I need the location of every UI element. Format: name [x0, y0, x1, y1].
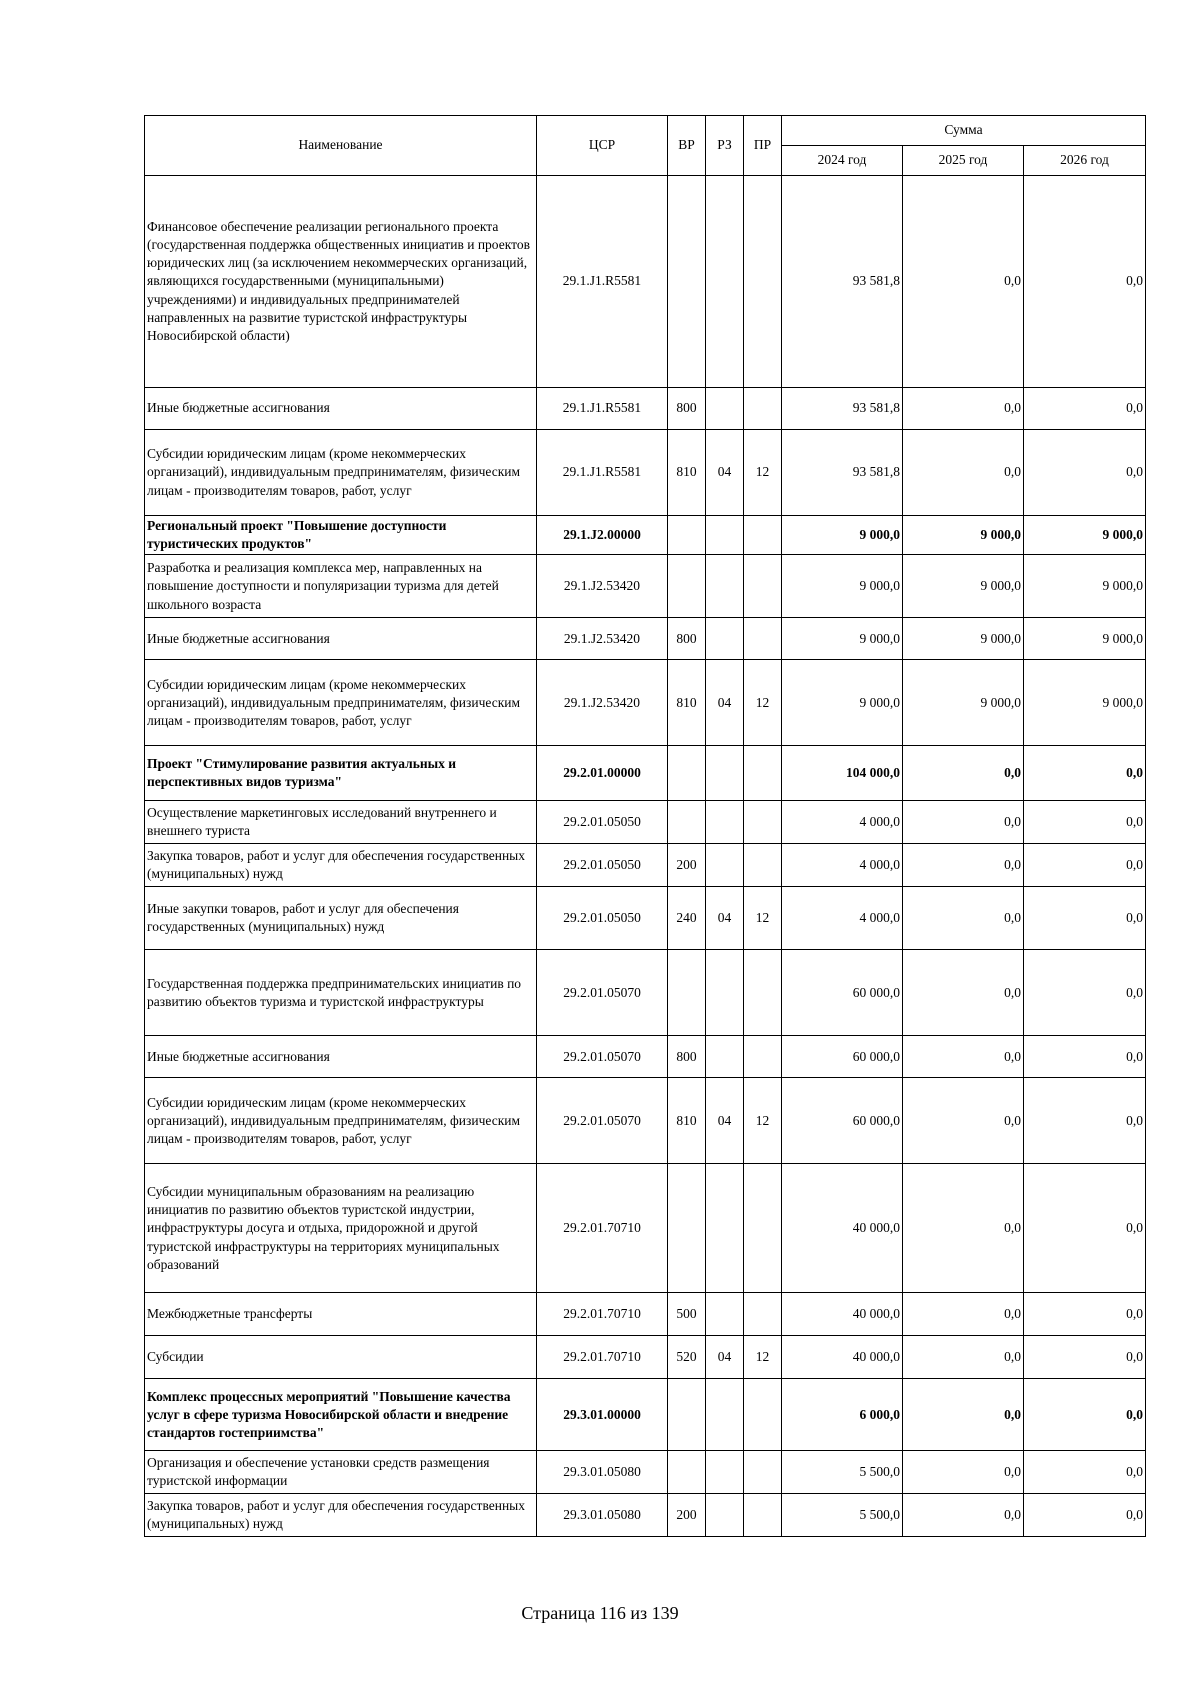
cell-vr	[668, 1379, 706, 1451]
cell-rz: 04	[706, 1078, 744, 1164]
cell-pr	[744, 555, 782, 618]
cell-vr: 810	[668, 430, 706, 516]
table-row	[145, 388, 1146, 430]
cell-csr: 29.3.01.05080	[537, 1451, 668, 1494]
header-vr: ВР	[668, 116, 706, 176]
cell-2025: 9 000,0	[903, 516, 1024, 555]
cell-2024: 93 581,8	[782, 176, 903, 388]
cell-pr: 12	[744, 887, 782, 950]
cell-csr: 29.2.01.70710	[537, 1164, 668, 1293]
cell-2025: 0,0	[903, 746, 1024, 801]
cell-vr	[668, 746, 706, 801]
table-row	[145, 516, 1146, 555]
header-2025: 2025 год	[903, 146, 1024, 176]
cell-csr: 29.2.01.05050	[537, 844, 668, 887]
cell-name: Финансовое обеспечение реализации регионального проекта (государственная поддержка общественных инициатив и проектов юридических лиц (за исключением некоммерческих организаций, являющихся государственными (муниципальными) учреждениями) и индивидуальных предпринимателей направленных на развитие туристской инфраструктуры Новосибирской области)	[145, 176, 537, 388]
cell-name: Закупка товаров, работ и услуг для обеспечения государственных (муниципальных) нужд	[145, 844, 537, 887]
cell-2025: 9 000,0	[903, 660, 1024, 746]
cell-2025: 0,0	[903, 430, 1024, 516]
cell-2025: 0,0	[903, 1293, 1024, 1336]
cell-vr	[668, 176, 706, 388]
cell-2025: 0,0	[903, 1164, 1024, 1293]
cell-csr: 29.1.J2.53420	[537, 660, 668, 746]
table-row	[145, 1451, 1146, 1494]
cell-2026: 9 000,0	[1024, 618, 1146, 660]
cell-vr: 810	[668, 660, 706, 746]
cell-2024: 93 581,8	[782, 388, 903, 430]
table-row	[145, 746, 1146, 801]
table-row	[145, 1379, 1146, 1451]
cell-2025: 9 000,0	[903, 618, 1024, 660]
cell-csr: 29.1.J2.53420	[537, 555, 668, 618]
cell-rz	[706, 618, 744, 660]
cell-name: Субсидии юридическим лицам (кроме некоммерческих организаций), индивидуальным предпринимателям, физическим лицам - производителям товаров, работ, услуг	[145, 1078, 537, 1164]
table-row	[145, 1336, 1146, 1379]
cell-rz	[706, 746, 744, 801]
cell-2026: 0,0	[1024, 746, 1146, 801]
cell-name: Межбюджетные трансферты	[145, 1293, 537, 1336]
cell-2025: 0,0	[903, 887, 1024, 950]
cell-name: Иные бюджетные ассигнования	[145, 388, 537, 430]
cell-pr	[744, 388, 782, 430]
cell-2024: 9 000,0	[782, 660, 903, 746]
cell-vr: 200	[668, 844, 706, 887]
cell-vr: 810	[668, 1078, 706, 1164]
cell-2026: 0,0	[1024, 887, 1146, 950]
cell-2026: 0,0	[1024, 1336, 1146, 1379]
cell-2025: 0,0	[903, 1336, 1024, 1379]
cell-csr: 29.1.J2.00000	[537, 516, 668, 555]
cell-pr	[744, 801, 782, 844]
cell-name: Проект "Стимулирование развития актуальных и перспективных видов туризма"	[145, 746, 537, 801]
cell-pr	[744, 516, 782, 555]
table-row	[145, 176, 1146, 388]
cell-pr	[744, 844, 782, 887]
cell-name: Региональный проект "Повышение доступности туристических продуктов"	[145, 516, 537, 555]
cell-name: Иные бюджетные ассигнования	[145, 618, 537, 660]
table-row	[145, 1164, 1146, 1293]
table-row	[145, 555, 1146, 618]
table-body	[145, 176, 1146, 1537]
cell-rz	[706, 555, 744, 618]
cell-vr: 500	[668, 1293, 706, 1336]
cell-name: Иные бюджетные ассигнования	[145, 1036, 537, 1078]
cell-vr: 200	[668, 1494, 706, 1537]
cell-csr: 29.2.01.05070	[537, 950, 668, 1036]
cell-csr: 29.3.01.05080	[537, 1494, 668, 1537]
cell-rz	[706, 176, 744, 388]
cell-rz: 04	[706, 660, 744, 746]
cell-csr: 29.2.01.00000	[537, 746, 668, 801]
cell-rz	[706, 1494, 744, 1537]
table-row	[145, 801, 1146, 844]
cell-csr: 29.2.01.05070	[537, 1078, 668, 1164]
cell-2026: 0,0	[1024, 1164, 1146, 1293]
cell-2026: 0,0	[1024, 430, 1146, 516]
cell-name: Разработка и реализация комплекса мер, направленных на повышение доступности и популяризации туризма для детей школьного возраста	[145, 555, 537, 618]
cell-csr: 29.2.01.70710	[537, 1336, 668, 1379]
cell-pr	[744, 176, 782, 388]
cell-2026: 0,0	[1024, 1036, 1146, 1078]
cell-name: Организация и обеспечение установки средств размещения туристской информации	[145, 1451, 537, 1494]
table-row	[145, 660, 1146, 746]
cell-vr	[668, 1451, 706, 1494]
cell-vr	[668, 555, 706, 618]
cell-name: Осуществление маркетинговых исследований внутреннего и внешнего туриста	[145, 801, 537, 844]
cell-pr	[744, 1451, 782, 1494]
cell-rz	[706, 1379, 744, 1451]
cell-rz: 04	[706, 887, 744, 950]
cell-2026: 0,0	[1024, 801, 1146, 844]
cell-name: Субсидии муниципальным образованиям на реализацию инициатив по развитию объектов туристской индустрии, инфраструктуры досуга и отдыха, придорожной и другой туристской инфраструктуры на территориях муниципальных образований	[145, 1164, 537, 1293]
cell-rz	[706, 1036, 744, 1078]
cell-pr: 12	[744, 1078, 782, 1164]
cell-rz	[706, 950, 744, 1036]
cell-pr: 12	[744, 660, 782, 746]
cell-2026: 0,0	[1024, 844, 1146, 887]
cell-2026: 0,0	[1024, 950, 1146, 1036]
cell-2024: 40 000,0	[782, 1164, 903, 1293]
cell-2024: 60 000,0	[782, 950, 903, 1036]
cell-name: Комплекс процессных мероприятий "Повышение качества услуг в сфере туризма Новосибирской области и внедрение стандартов гостеприимства"	[145, 1379, 537, 1451]
cell-2024: 9 000,0	[782, 516, 903, 555]
cell-csr: 29.2.01.05070	[537, 1036, 668, 1078]
cell-pr	[744, 1293, 782, 1336]
cell-name: Иные закупки товаров, работ и услуг для обеспечения государственных (муниципальных) нужд	[145, 887, 537, 950]
cell-2024: 40 000,0	[782, 1293, 903, 1336]
cell-2024: 60 000,0	[782, 1078, 903, 1164]
cell-2025: 0,0	[903, 1494, 1024, 1537]
table-row	[145, 1078, 1146, 1164]
cell-pr: 12	[744, 1336, 782, 1379]
cell-name: Субсидии	[145, 1336, 537, 1379]
table-row	[145, 618, 1146, 660]
table-row	[145, 1036, 1146, 1078]
cell-pr	[744, 1379, 782, 1451]
cell-rz: 04	[706, 430, 744, 516]
cell-csr: 29.1.J1.R5581	[537, 388, 668, 430]
cell-pr	[744, 950, 782, 1036]
header-pr: ПР	[744, 116, 782, 176]
cell-2025: 9 000,0	[903, 555, 1024, 618]
cell-csr: 29.3.01.00000	[537, 1379, 668, 1451]
cell-2026: 0,0	[1024, 1379, 1146, 1451]
cell-2024: 104 000,0	[782, 746, 903, 801]
cell-rz	[706, 1164, 744, 1293]
cell-2026: 0,0	[1024, 176, 1146, 388]
cell-vr: 520	[668, 1336, 706, 1379]
cell-2025: 0,0	[903, 1078, 1024, 1164]
cell-pr	[744, 1036, 782, 1078]
cell-2026: 0,0	[1024, 1494, 1146, 1537]
cell-pr	[744, 1494, 782, 1537]
cell-2025: 0,0	[903, 1451, 1024, 1494]
cell-pr	[744, 746, 782, 801]
header-2026: 2026 год	[1024, 146, 1146, 176]
cell-2024: 6 000,0	[782, 1379, 903, 1451]
cell-rz	[706, 844, 744, 887]
table-row	[145, 1494, 1146, 1537]
cell-rz	[706, 388, 744, 430]
cell-csr: 29.2.01.05050	[537, 801, 668, 844]
cell-vr	[668, 950, 706, 1036]
table-row	[145, 950, 1146, 1036]
cell-rz	[706, 516, 744, 555]
cell-name: Государственная поддержка предпринимательских инициатив по развитию объектов туризма и туристской инфраструктуры	[145, 950, 537, 1036]
cell-2024: 9 000,0	[782, 618, 903, 660]
cell-vr: 800	[668, 1036, 706, 1078]
table-row	[145, 887, 1146, 950]
page-number: Страница 116 из 139	[521, 1603, 679, 1623]
cell-rz	[706, 1293, 744, 1336]
cell-vr: 800	[668, 388, 706, 430]
cell-vr: 800	[668, 618, 706, 660]
header-name: Наименование	[145, 116, 537, 176]
cell-2024: 60 000,0	[782, 1036, 903, 1078]
budget-table	[144, 115, 1146, 1537]
cell-rz	[706, 1451, 744, 1494]
header-csr: ЦСР	[537, 116, 668, 176]
cell-2024: 5 500,0	[782, 1451, 903, 1494]
cell-pr: 12	[744, 430, 782, 516]
header-rz: РЗ	[706, 116, 744, 176]
cell-vr	[668, 516, 706, 555]
cell-rz	[706, 801, 744, 844]
cell-2026: 9 000,0	[1024, 516, 1146, 555]
cell-2024: 9 000,0	[782, 555, 903, 618]
cell-vr	[668, 801, 706, 844]
cell-2024: 4 000,0	[782, 801, 903, 844]
table-row	[145, 1293, 1146, 1336]
cell-2024: 93 581,8	[782, 430, 903, 516]
cell-csr: 29.1.J1.R5581	[537, 176, 668, 388]
cell-2025: 0,0	[903, 1036, 1024, 1078]
cell-csr: 29.1.J2.53420	[537, 618, 668, 660]
cell-2025: 0,0	[903, 801, 1024, 844]
cell-2025: 0,0	[903, 950, 1024, 1036]
cell-2024: 4 000,0	[782, 844, 903, 887]
cell-csr: 29.2.01.05050	[537, 887, 668, 950]
cell-name: Закупка товаров, работ и услуг для обеспечения государственных (муниципальных) нужд	[145, 1494, 537, 1537]
cell-2025: 0,0	[903, 388, 1024, 430]
cell-2026: 9 000,0	[1024, 660, 1146, 746]
table-row	[145, 430, 1146, 516]
cell-vr: 240	[668, 887, 706, 950]
cell-2026: 0,0	[1024, 1078, 1146, 1164]
cell-2026: 0,0	[1024, 388, 1146, 430]
cell-vr	[668, 1164, 706, 1293]
cell-pr	[744, 1164, 782, 1293]
cell-2024: 5 500,0	[782, 1494, 903, 1537]
cell-csr: 29.2.01.70710	[537, 1293, 668, 1336]
cell-2024: 40 000,0	[782, 1336, 903, 1379]
cell-2025: 0,0	[903, 844, 1024, 887]
table-row	[145, 844, 1146, 887]
header-sum: Сумма	[782, 116, 1146, 146]
cell-2025: 0,0	[903, 1379, 1024, 1451]
cell-2026: 0,0	[1024, 1451, 1146, 1494]
cell-rz: 04	[706, 1336, 744, 1379]
cell-2025: 0,0	[903, 176, 1024, 388]
cell-2026: 0,0	[1024, 1293, 1146, 1336]
cell-csr: 29.1.J1.R5581	[537, 430, 668, 516]
header-2024: 2024 год	[782, 146, 903, 176]
cell-name: Субсидии юридическим лицам (кроме некоммерческих организаций), индивидуальным предпринимателям, физическим лицам - производителям товаров, работ, услуг	[145, 660, 537, 746]
cell-pr	[744, 618, 782, 660]
cell-name: Субсидии юридическим лицам (кроме некоммерческих организаций), индивидуальным предпринимателям, физическим лицам - производителям товаров, работ, услуг	[145, 430, 537, 516]
cell-2026: 9 000,0	[1024, 555, 1146, 618]
cell-2024: 4 000,0	[782, 887, 903, 950]
